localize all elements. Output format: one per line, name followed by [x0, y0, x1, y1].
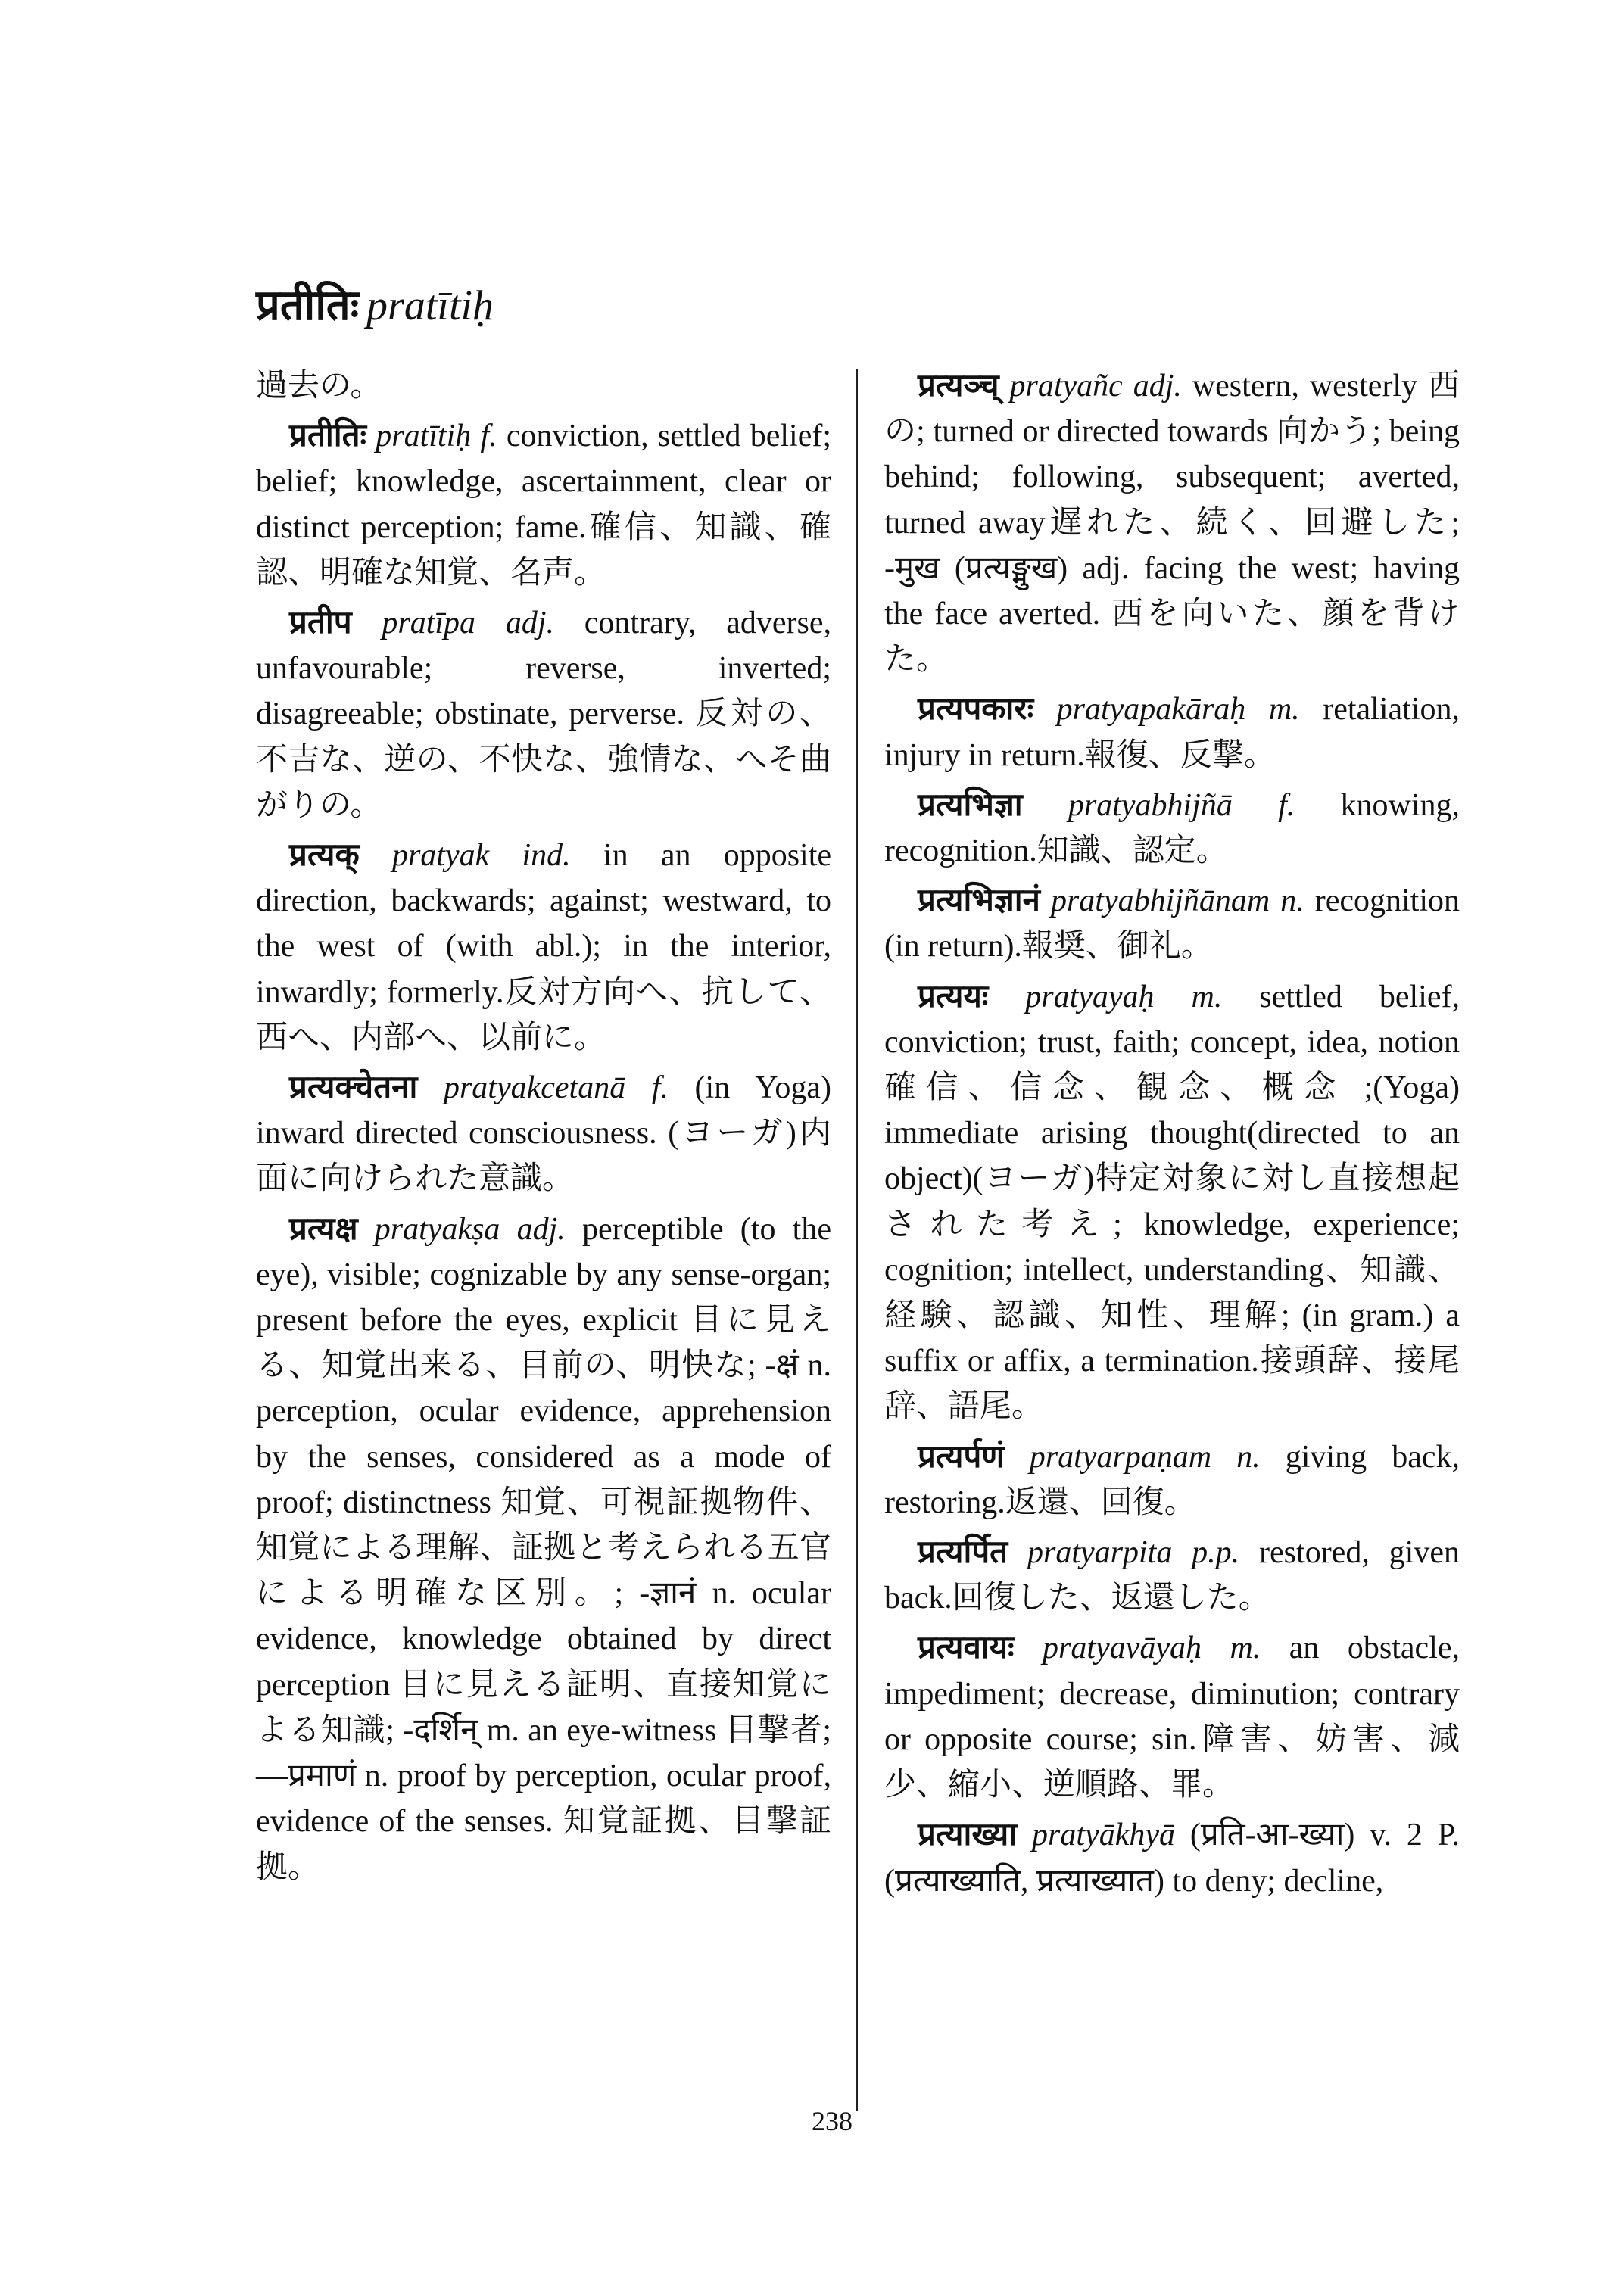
entry-transliteration: pratyabhijñā f.: [1068, 787, 1295, 823]
dictionary-entry: [256, 1207, 831, 1890]
dictionary-entry: [884, 878, 1460, 969]
entry-transliteration: pratyarpita p.p.: [1027, 1535, 1240, 1571]
page-header: [256, 279, 494, 333]
entry-headword: प्रत्यञ्च्: [918, 369, 999, 403]
dictionary-entry: [884, 974, 1460, 1430]
dictionary-entry: [884, 687, 1460, 777]
dictionary-entry: [884, 1812, 1460, 1903]
entry-headword: प्रतीतिः: [289, 419, 367, 454]
entry-text: recognition (in return).報奨、御礼。: [884, 883, 1460, 964]
entry-text: (in Yoga) inward directed consciousness. (ヨーガ)内面に向けられた意識。: [256, 1070, 831, 1197]
entry-headword: प्रत्यक्: [289, 838, 360, 874]
dictionary-entry: [256, 413, 831, 596]
entry-transliteration: pratyakcetanā f.: [443, 1070, 669, 1106]
entry-headword: प्रतीप: [289, 606, 352, 641]
entry-text: 過去の。: [256, 369, 382, 403]
dictionary-entry: [884, 1435, 1460, 1525]
dictionary-entry: [256, 1065, 831, 1202]
entry-text: western, westerly 西の; turned or directed towards 向かう; being behind; following, subsequent; averted, turned away遅れた、続く、回避した; -मुख (प्रत्यङ्मुख) adj. facing the west; having the face averted. 西を向いた、顔を背けた。: [884, 369, 1460, 678]
header-headword: प्रतीतिः: [256, 282, 360, 329]
page-number: 238: [812, 2106, 853, 2136]
dictionary-entry: [884, 363, 1460, 682]
dictionary-entry: [884, 1530, 1460, 1621]
entry-headword: प्रत्यक्ष: [289, 1211, 358, 1247]
entry-transliteration: pratyak ind.: [391, 838, 571, 874]
entry-transliteration: pratyavāyaḥ m.: [1043, 1631, 1261, 1666]
entry-headword: प्रत्यपकारः: [918, 692, 1034, 727]
header-transliteration: pratītiḥ: [366, 282, 494, 329]
entry-transliteration: pratyayaḥ m.: [1025, 979, 1223, 1014]
entry-transliteration: pratyakṣa adj.: [374, 1211, 566, 1247]
entry-text: contrary, adverse, unfavourable; reverse, inverted; disagreeable; obstinate, perverse. 反対の、不吉な、逆の、不快な、強情な、へそ曲がりの。: [256, 606, 832, 823]
entry-transliteration: pratyākhyā: [1032, 1818, 1175, 1853]
entry-text: perceptible (to the eye), visible; cognizable by any sense-organ; present before the eyes, explicit 目に見える、知覚出来る、目前の、明快な; -क्षं n. perception, ocular evidence, apprehension by the senses, considered as a mode of proof; distinctness 知覚、可視証拠物件、知覚による理解、証拠と考えられる五官による明確な区別。; -ज्ञानं n. ocular evidence, knowledge obtained by direct perception 目に見える証明、直接知覚による知識; -दर्शिन् m. an eye-witness 目撃者; —प्रमाणं n. proof by perception, ocular proof, evidence of the senses. 知覚証拠、目撃証拠。: [256, 1211, 831, 1885]
entry-text: an obstacle, impediment; decrease, diminution; contrary or opposite course; sin.障害、妨害、減少、縮小、逆順路、罪。: [884, 1631, 1460, 1803]
entry-headword: प्रत्यभिज्ञा: [918, 787, 1023, 823]
left-column: [256, 363, 831, 1895]
entry-transliteration: pratyapakāraḥ m.: [1056, 692, 1300, 727]
entry-headword: प्रत्यवायः: [918, 1631, 1015, 1666]
entry-headword: प्रत्ययः: [918, 979, 989, 1014]
entry-text: restored, given back.回復した、返還した。: [884, 1535, 1460, 1616]
dictionary-entry: [256, 833, 831, 1061]
entry-text: giving back, restoring.返還、回復。: [884, 1439, 1460, 1520]
entry-headword: प्रत्याख्या: [918, 1818, 1018, 1853]
entry-transliteration: pratīpa adj.: [382, 606, 554, 641]
entry-transliteration: pratyarpaṇam n.: [1029, 1439, 1261, 1475]
entry-text: retaliation, injury in return.報復、反撃。: [884, 692, 1460, 773]
right-column: [884, 363, 1460, 1908]
entry-headword: प्रत्यभिज्ञानं: [918, 883, 1040, 919]
entry-text: in an opposite direction, backwards; against; westward, to the west of (with abl.); in the interior, inwardly; formerly.反対方向へ、抗して、西へ、内部へ、以前に。: [256, 838, 832, 1055]
dictionary-entry: [884, 1625, 1460, 1808]
entry-headword: प्रत्यक्चेतना: [289, 1070, 418, 1106]
dictionary-entry: [256, 600, 831, 828]
entry-text: knowing, recognition.知識、認定。: [884, 787, 1460, 869]
entry-transliteration: pratyañc adj.: [1009, 369, 1182, 403]
entry-text: (प्रति-आ-ख्या) v. 2 P. (प्रत्याख्याति, प्रत्याख्यात) to deny; decline,: [884, 1818, 1460, 1899]
dictionary-entry: [884, 783, 1460, 874]
entry-transliteration: pratyabhijñānam n.: [1050, 883, 1304, 919]
entry-headword: प्रत्यर्पित: [918, 1535, 1008, 1571]
dictionary-entry: [256, 363, 831, 409]
entry-text: conviction, settled belief; belief; knowledge, ascertainment, clear or distinct perception; fame.確信、知識、確認、明確な知覚、名声。: [256, 419, 831, 590]
entry-headword: प्रत्यर्पणं: [918, 1439, 1005, 1475]
entry-text: settled belief, conviction; trust, faith; concept, idea, notion確信、信念、観念、概念 ;(Yoga) immediate arising thought(directed to an object)(ヨーガ)特定対象に対し直接想起された考え; knowledge, experience; cognition; intellect, understanding、知識、経験、認識、知性、理解; (in gram.) a suffix or affix, a termination.接頭辞、接尾辞、語尾。: [884, 979, 1460, 1425]
column-divider: [856, 369, 858, 2111]
entry-transliteration: pratītiḥ f.: [376, 419, 497, 454]
